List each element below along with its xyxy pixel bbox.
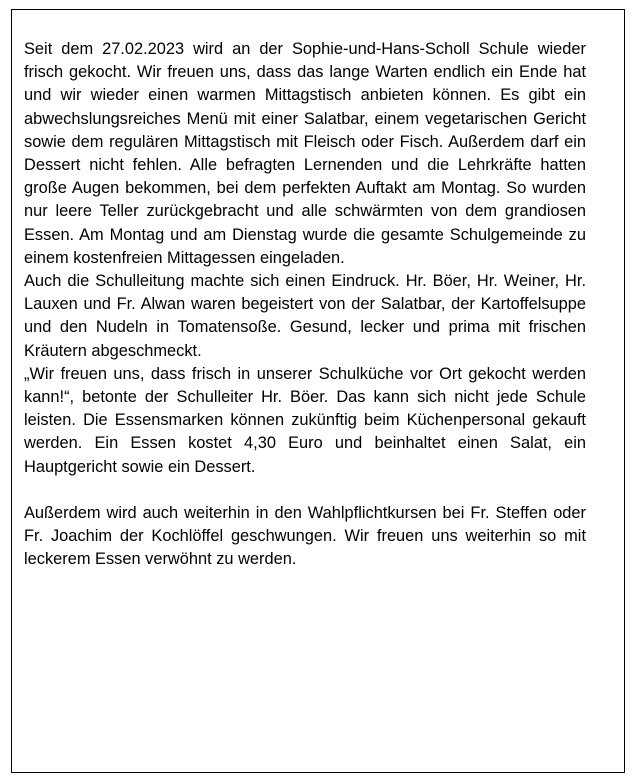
paragraph-opening: Seit dem 27.02.2023 wird an der Sophie-und-Hans-Scholl Schule wieder frisch gekocht. Wir freuen uns, dass das lange Warten endlich ein Ende hat und wir wieder einen warmen Mittagstisch anbieten können. Es gibt ein abwechslungsreiches Menü mit einer Salatbar, einem vegetarischen Gericht sowie dem regulären Mittagstisch mit Fleisch oder Fisch. Außerdem darf ein Dessert nicht fehlen. Alle befragten Lernenden und die Lehrkräfte hatten große Augen bekommen, bei dem perfekten Auftakt am Montag. So wurden nur leere Teller zurückgebracht und alle schwärmten von dem grandiosen Essen. Am Montag und am Dienstag wurde die gesamte Schulgemeinde zu einem kostenfreien Mittagessen eingeladen. (24, 40, 586, 267)
paragraph-spacer (24, 479, 586, 502)
paragraph-closing: Außerdem wird auch weiterhin in den Wahlpflichtkursen bei Fr. Steffen oder Fr. Joachim der Kochlöffel geschwungen. Wir freuen uns weiterhin so mit leckerem Essen verwöhnt zu werden. (24, 504, 586, 569)
article-body (24, 38, 586, 572)
paragraph-school-leadership: Auch die Schulleitung machte sich einen Eindruck. Hr. Böer, Hr. Weiner, Hr. Lauxen und Fr. Alwan waren begeistert von der Salatbar, der Kartoffelsuppe und den Nudeln in Tomatensoße. Gesund, lecker und prima mit frischen Kräutern abgeschmeckt. (24, 272, 586, 360)
paragraph-quote-and-price: „Wir freuen uns, dass frisch in unserer Schulküche vor Ort gekocht werden kann!“, betonte der Schulleiter Hr. Böer. Das kann sich nicht jede Schule leisten. Die Essensmarken können zukünftig beim Küchenpersonal gekauft werden. Ein Essen kostet 4,30 Euro und beinhaltet einen Salat, ein Hauptgericht sowie ein Dessert. (24, 364, 586, 476)
